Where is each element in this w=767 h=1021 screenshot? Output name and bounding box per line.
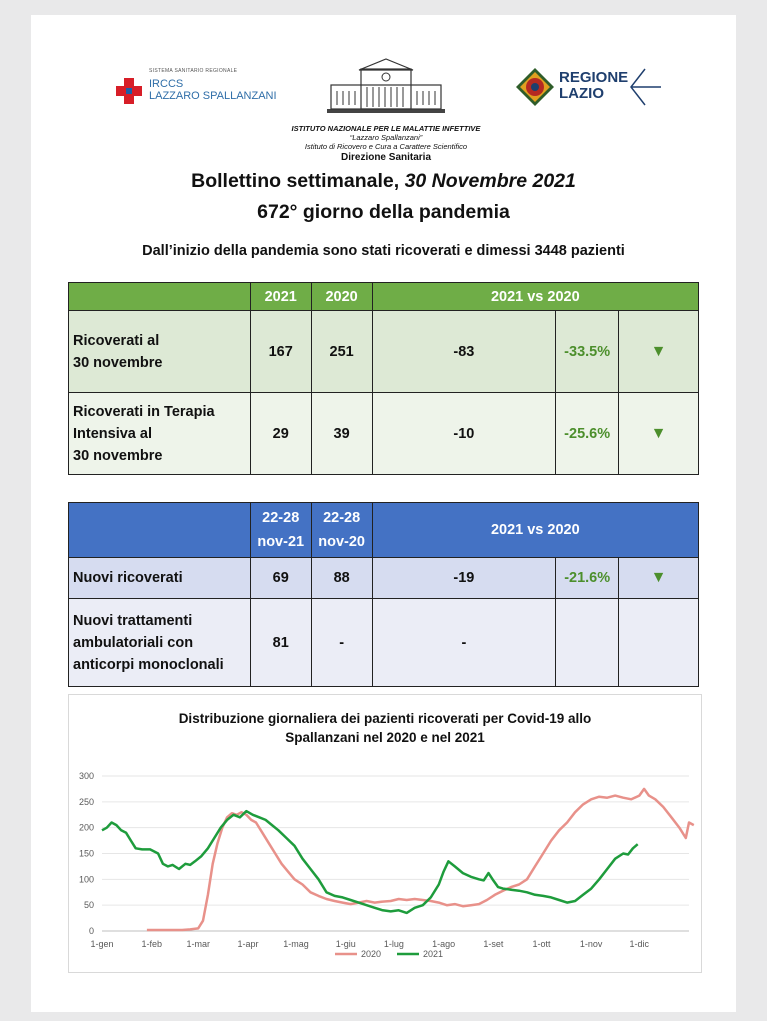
- header-empty: [69, 503, 251, 558]
- row-label-line: 30 novembre: [73, 354, 163, 371]
- logo-name-line2: LAZZARO SPALLANZANI: [149, 90, 277, 102]
- table-header-row: [69, 283, 699, 311]
- down-arrow-icon: ▼: [619, 393, 699, 475]
- table-header-row: [69, 503, 699, 558]
- percent-change: -33.5%: [556, 311, 619, 393]
- row-label: [69, 558, 251, 599]
- pandemic-day: 672° giorno della pandemia: [257, 201, 510, 223]
- x-tick-label: 1-feb: [141, 939, 162, 949]
- building-icon: [325, 57, 447, 117]
- weekly-table: [68, 502, 699, 687]
- header-empty: [69, 283, 251, 311]
- row-label: [69, 311, 251, 393]
- y-tick-label: 300: [78, 771, 94, 781]
- summary-line: Dall’inizio della pandemia sono stati ricoverati e dimessi 3448 pazienti: [142, 243, 625, 259]
- value-2021: 167: [250, 311, 311, 393]
- row-label-line: Ricoverati al: [73, 332, 160, 349]
- difference: -83: [372, 311, 556, 393]
- institute-line2: “Lazzaro Spallanzani”: [349, 133, 423, 142]
- value-2021: 81: [250, 599, 311, 687]
- arrow-cell: [619, 599, 699, 687]
- row-label-line: Ricoverati in Terapia: [73, 403, 215, 420]
- line-chart: [69, 695, 701, 972]
- down-arrow-icon: ▼: [619, 558, 699, 599]
- percent-change: [556, 599, 619, 687]
- header-2020: 2020: [311, 283, 372, 311]
- x-tick-label: 1-mag: [283, 939, 309, 949]
- header-line: 22-28: [262, 510, 300, 526]
- red-cross-icon: [115, 77, 143, 105]
- row-label-line: anticorpi monoclonali: [73, 656, 224, 673]
- header-comparison: 2021 vs 2020: [372, 503, 698, 558]
- difference: -: [372, 599, 556, 687]
- institute-line1: ISTITUTO NAZIONALE PER LE MALATTIE INFETTIVE: [291, 124, 481, 133]
- header-comparison: 2021 vs 2020: [372, 283, 698, 311]
- x-tick-label: 1-dic: [629, 939, 650, 949]
- header-week-2020: [311, 503, 372, 558]
- regione-line2: LAZIO: [559, 85, 604, 102]
- institute-header: [261, 57, 511, 163]
- bulletin-page: [31, 15, 736, 1012]
- regione-text: [559, 70, 628, 102]
- down-arrow-icon: ▼: [619, 311, 699, 393]
- difference: -10: [372, 393, 556, 475]
- row-label-line: ambulatoriali con: [73, 634, 194, 651]
- regione-chevron-icon: [625, 67, 665, 107]
- hospitalizations-table: [68, 282, 699, 475]
- regione-lazio-logo: [515, 67, 665, 109]
- row-label-line: Nuovi ricoverati: [73, 570, 183, 586]
- logo-small-text: SISTEMA SANITARIO REGIONALE: [149, 68, 238, 74]
- value-2020: -: [311, 599, 372, 687]
- x-tick-label: 1-set: [483, 939, 504, 949]
- row-label-line: Intensiva al: [73, 425, 152, 442]
- chart-container: [68, 694, 702, 973]
- x-tick-label: 1-ott: [532, 939, 551, 949]
- row-label-line: 30 novembre: [73, 447, 163, 464]
- value-2021: 69: [250, 558, 311, 599]
- header-line: nov-20: [318, 534, 366, 550]
- regione-emblem-icon: [515, 67, 555, 107]
- bulletin-title: [31, 170, 736, 193]
- x-tick-label: 1-gen: [90, 939, 114, 949]
- header-2021: 2021: [250, 283, 311, 311]
- y-tick-label: 150: [78, 848, 94, 859]
- header-line: 22-28: [323, 510, 361, 526]
- row-label: [69, 599, 251, 687]
- series-line-2021: [102, 811, 638, 913]
- value-2021: 29: [250, 393, 311, 475]
- series-line-2020: [147, 789, 694, 930]
- table-row: [69, 393, 699, 475]
- value-2020: 251: [311, 311, 372, 393]
- y-tick-label: 50: [83, 900, 94, 911]
- row-label: [69, 393, 251, 475]
- table-row: [69, 599, 699, 687]
- percent-change: -21.6%: [556, 558, 619, 599]
- legend-label-2020: 2020: [361, 949, 382, 959]
- x-tick-label: 1-ago: [432, 939, 456, 949]
- institute-line3: Istituto di Ricovero e Cura a Carattere Scientifico: [304, 142, 468, 151]
- table-row: [69, 558, 699, 599]
- x-tick-label: 1-lug: [383, 939, 404, 949]
- table-row: [69, 311, 699, 393]
- logo-name-line1: IRCCS: [149, 78, 184, 90]
- y-tick-label: 250: [78, 796, 94, 807]
- y-tick-label: 200: [78, 822, 94, 833]
- row-label-line: Nuovi trattamenti: [73, 612, 193, 629]
- header-week-2021: [250, 503, 311, 558]
- x-tick-label: 1-apr: [237, 939, 259, 949]
- chart-title-line2: Spallanzani nel 2020 e nel 2021: [285, 730, 485, 745]
- percent-change: -25.6%: [556, 393, 619, 475]
- y-tick-label: 0: [88, 926, 94, 936]
- logo-name: [149, 78, 277, 102]
- x-tick-label: 1-giu: [335, 939, 356, 949]
- difference: -19: [372, 558, 556, 599]
- value-2020: 39: [311, 393, 372, 475]
- x-tick-label: 1-mar: [186, 939, 210, 949]
- y-tick-label: 100: [78, 874, 94, 885]
- x-tick-label: 1-nov: [579, 939, 603, 949]
- header-line: nov-21: [257, 534, 305, 550]
- title-date: 30 Novembre 2021: [404, 170, 576, 192]
- institute-line4: Direzione Sanitaria: [340, 152, 432, 163]
- title-prefix: Bollettino settimanale,: [191, 170, 405, 192]
- chart-title-line1: Distribuzione giornaliera dei pazienti ricoverati per Covid-19 allo: [178, 711, 592, 726]
- spallanzani-logo: [113, 65, 283, 110]
- regione-line1: REGIONE: [559, 69, 629, 86]
- value-2020: 88: [311, 558, 372, 599]
- legend-label-2021: 2021: [423, 949, 444, 959]
